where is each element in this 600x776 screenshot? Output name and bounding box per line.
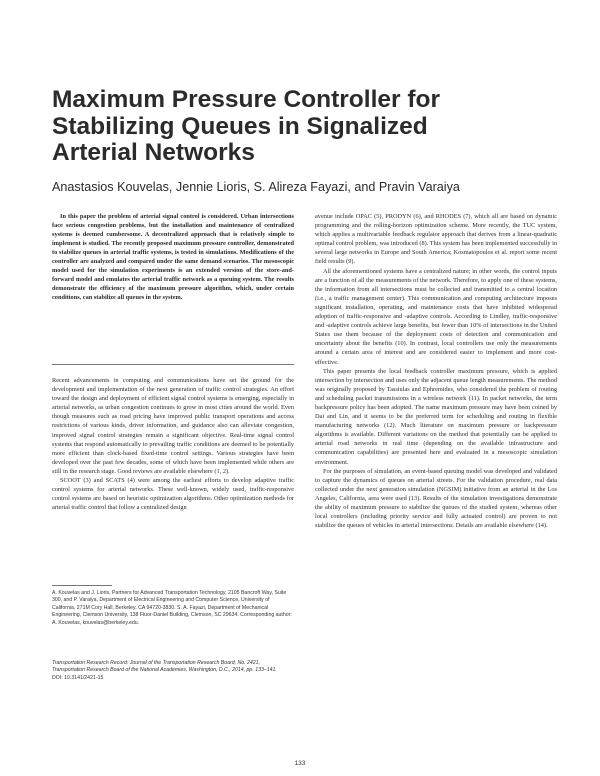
body-paragraph: For the purposes of simulation, an event-based queuing model was developed and validated to capture the dynamics of queues on arterial streets. For the validation procedure, real data collected under the next generation simulation (NGSIM) initiative from an arterial in the Los Angeles, California, area were used (13). Results of the simulation investigations demonstrate the ability of maximum pressure to stabilize the queues of the studied system, whereas other local controllers (including priority service and fully actuated control) are proven to not stabilize the queues of vehicles in arterial intersections. Details are available elsewhere (14). xyxy=(315,467,557,530)
author-list: Anastasios Kouvelas, Jennie Lioris, S. Alireza Fayazi, and Pravin Varaiya xyxy=(52,180,460,194)
title-line: Arterial Networks xyxy=(52,139,255,166)
body-paragraph: Recent advancements in computing and communications have set the ground for the development and implementation of the next generation of traffic control strategies. An effort toward the design and deployment of efficient signal control systems is emerging, especially in arterial networks, as urban congestion continues to grow in most cities around the world. Even though measures such as road pricing have improved public transport operations and access restrictions of various kinds, driver information, and guidance also can alleviate congestion, improved signal control strategies remain a significant objective. Real-time signal control systems that respond automatically to prevailing traffic conditions are deemed to be potentially more efficient than clock-based fixed-time control settings. Various strategies have been developed over the past few decades, some of which have been implemented while others are still in the research stage. Good reviews are available elsewhere (1, 2). xyxy=(52,377,294,475)
affiliation-text: A. Kouvelas and J. Lioris, Partners for Advanced Transportation Technology, 2105 Bancroft Way, Suite 300, and P. Varaiya, Department of Electrical Engineering and Computer Science, University of California, 271M Cory Hall, Berkeley, CA 94720-3830. S. A. Fayazi, Department of Mechanical Engineering, Clemson University, 138 Fluor-Daniel Building, Clemson, SC 29634. Corresponding author: A. Kouvelas, kouvelas@berkeley.edu. xyxy=(52,590,292,626)
footnote-divider xyxy=(52,585,112,586)
body-column-right xyxy=(315,212,557,750)
body-paragraph: SCOOT (3) and SCATS (4) were among the earliest efforts to develop adaptive traffic control systems for arterial networks. These well-known, widely used, traffic-responsive control systems are based on heuristic optimization algorithms. Other optimization methods for arterial traffic control that follow a centralized design xyxy=(52,477,294,512)
title-line: Stabilizing Queues in Signalized xyxy=(52,112,428,140)
body-paragraph: This paper presents the local feedback controller maximum pressure, which is applied intersection by intersection and uses only the adjacent queue length measurements. The method was originally proposed by Tassiulas and Ephremides, who considered the problem of routing and scheduling packet transmissions in a wireless network (11). In packet networks, the term backpressure policy has been adopted. The name maximum pressure may have been coined by Dai and Lin, and it seems to be the preferred term for scheduling and routing in flexible manufacturing networks (12). Much literature on maximum pressure or backpressure algorithms is available. Different variations on the method that potentially can be applied to arterial road networks in real time (depending on the available infrastructure and communication capabilities) are presented here and evaluated in a mesoscopic simulation environment. xyxy=(315,367,557,466)
abstract-text: In this paper the problem of arterial signal control is considered. Urban intersections face serious congestion problems, but the installation and maintenance of centralized systems is deemed cumbersome. A decentralized approach that is relatively simple to implement is studied. The recently proposed maximum pressure controller, demonstrated to stabilize queues in arterial traffic systems, is tested in simulations. Modifications of the controller are analyzed and compared under the same demand scenarios. The mesoscopic model used for the simulation experiments is an extended version of the store-and-forward model and emulates the arterial traffic network as a queuing system. The results demonstrate the efficiency of the maximum pressure algorithm, which, under certain conditions, can stabilize all queues in the system. xyxy=(52,213,294,302)
citation-block xyxy=(52,660,294,682)
doi-text: DOI: 10.3141/2421-15 xyxy=(52,674,104,681)
title-line: Maximum Pressure Controller for xyxy=(52,86,441,113)
body-paragraph: All the aforementioned systems have a centralized nature; in other words, the control inputs are a function of all the measurements of the network. Therefore, to apply one of these systems, the information from all intersections must be collected and transmitted to a central location (i.e., a traffic management center). This communication and computing architecture imposes significant installation, operating, and maintenance costs that have inhibited widespread adoption of traffic-responsive and -adaptive controls. According to Lindley, traffic-responsive and -adaptive controls achieve large benefits, but fewer than 10% of intersections in the United States use them because of the deployment costs of detection and communication and uncertainty about the benefits (10). In contrast, local controllers use only the measurements around a certain area of interest and are considered easier to implement and more cost-effective. xyxy=(315,267,557,366)
body-paragraph: avenue include OPAC (5), PRODYN (6), and RHODES (7), which all are based on dynamic programming and the rolling-horizon optimization scheme. More recently, the TUC system, which applies a multivariable feedback regulator approach that derives from a linear-quadratic optimal control problem, was introduced (8). This system has been implemented successfully in several large networks in Europe and South America; Kosmatopoulos et al. report some recent field results (9). xyxy=(315,213,557,266)
page-number: 133 xyxy=(294,760,306,767)
author-affiliations xyxy=(52,590,294,627)
paper-title xyxy=(52,87,512,167)
abstract xyxy=(52,212,294,302)
body-column-left xyxy=(52,376,294,576)
abstract-divider xyxy=(52,364,294,365)
citation-text: Transportation Research Record: Journal of the Transportation Research Board, No. 2421, Transportation Research Board of the National Academies, Washington, D.C., 2014, pp. 133–141. xyxy=(52,660,277,674)
